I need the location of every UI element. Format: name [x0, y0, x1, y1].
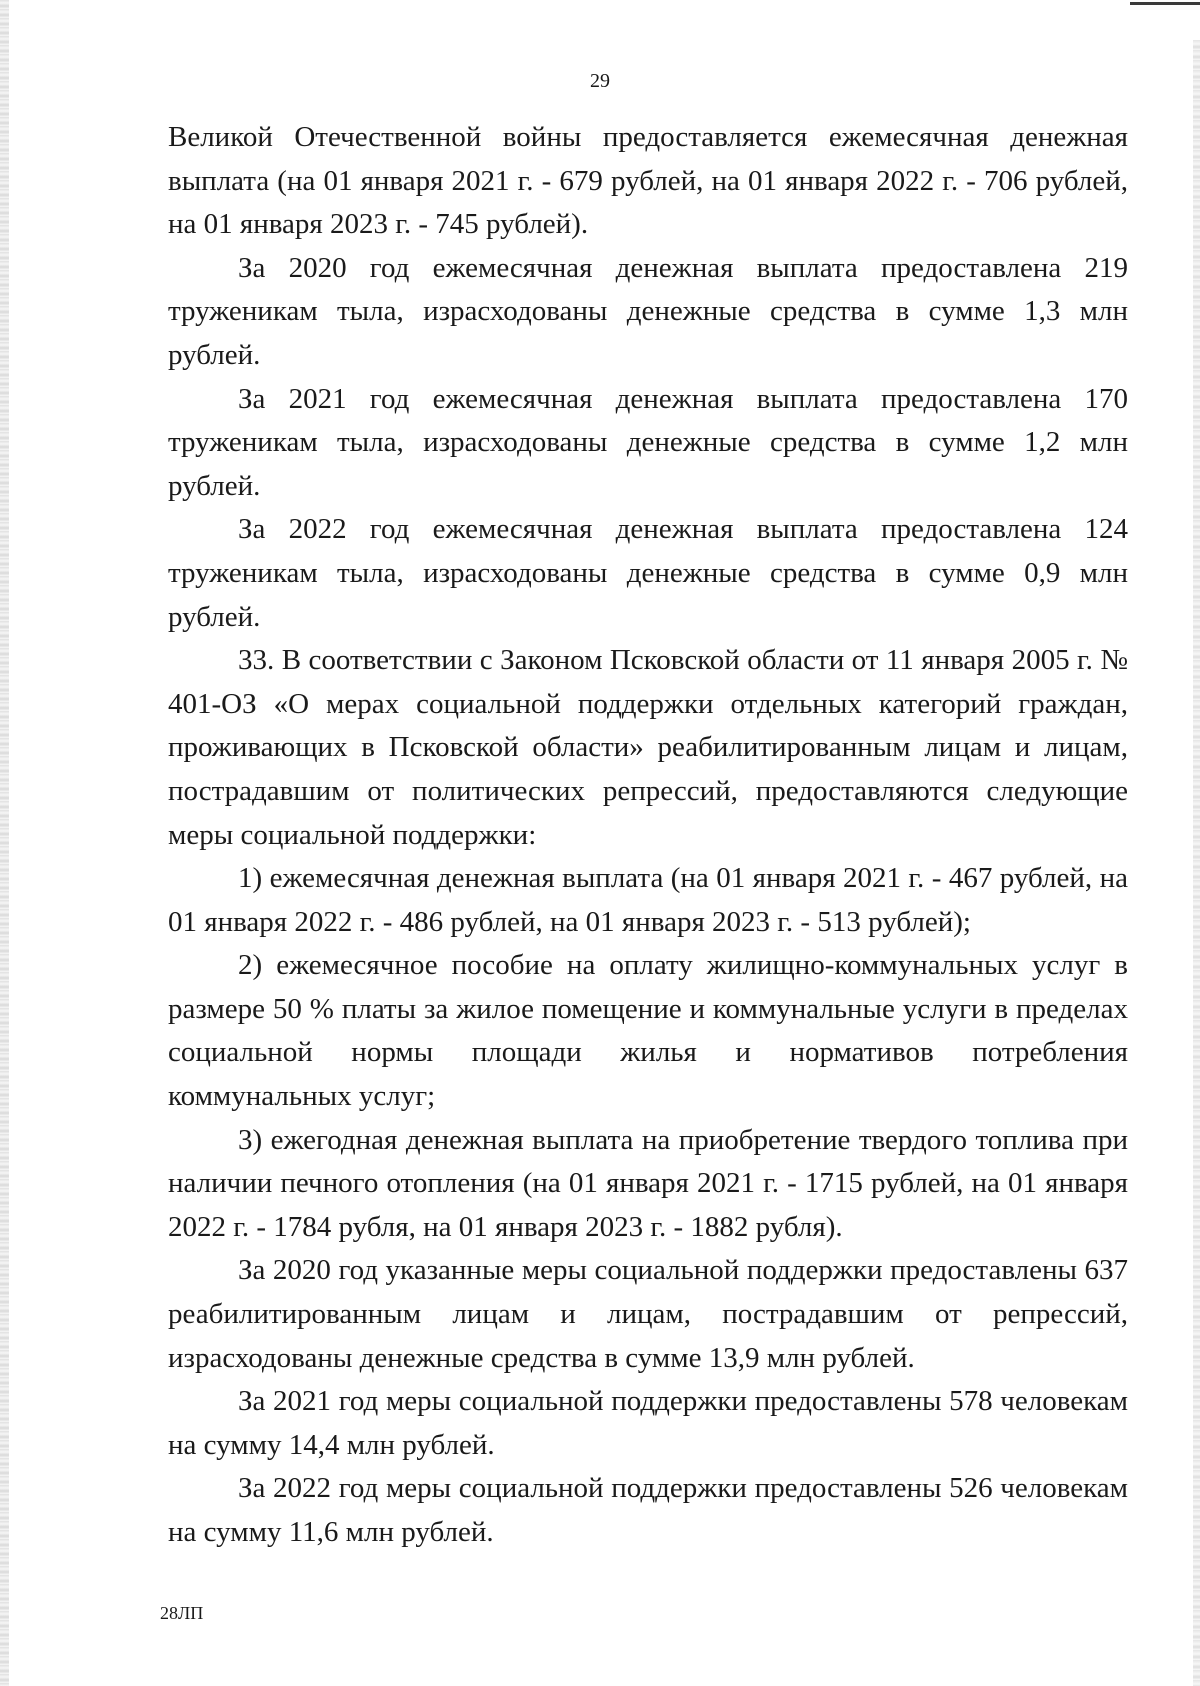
scan-right-edge [1193, 40, 1200, 1686]
list-item-3: 3) ежегодная денежная выплата на приобретение твердого топлива при наличии печного отопления (на 01 января 2021 г. - 1715 рублей, на 01 января 2022 г. - 1784 рубля, на 01 января 2023 г. - 1882 рубля). [168, 1123, 1128, 1243]
page-number: 29 [590, 70, 610, 92]
paragraph-2022-home-front: За 2022 год ежемесячная денежная выплата предоставлена 124 труженикам тыла, израсходованы денежные средства в сумме 0,9 млн рублей. [168, 513, 1128, 633]
footer-document-code: 28ЛП [160, 1603, 204, 1623]
paragraph-wwii-payment: Великой Отечественной войны предоставляется ежемесячная денежная выплата (на 01 января 2021 г. - 679 рублей, на 01 января 2022 г. - 706 рублей, на 01 января 2023 г. - 745 рублей). [168, 121, 1128, 241]
scan-left-edge [0, 0, 9, 1686]
paragraph-2021-home-front: За 2021 год ежемесячная денежная выплата предоставлена 170 труженикам тыла, израсходованы денежные средства в сумме 1,2 млн рублей. [168, 382, 1128, 502]
paragraph-2022-repressed: За 2022 год меры социальной поддержки предоставлены 526 человекам на сумму 11,6 млн рублей. [168, 1472, 1128, 1548]
paragraph-item-33: 33. В соответствии с Законом Псковской области от 11 января 2005 г. № 401-ОЗ «О мерах социальной поддержки отдельных категорий граждан, проживающих в Псковской области» реабилитированным лицам и лицам, пострадавшим от политических репрессий, предоставляются следующие меры социальной поддержки: [168, 644, 1128, 851]
paragraph-2021-repressed: За 2021 год меры социальной поддержки предоставлены 578 человекам на сумму 14,4 млн рублей. [168, 1385, 1128, 1461]
list-item-1: 1) ежемесячная денежная выплата (на 01 января 2021 г. - 467 рублей, на 01 января 2022 г. - 486 рублей, на 01 января 2023 г. - 513 рублей); [168, 862, 1128, 938]
scan-corner-mark [1130, 2, 1200, 5]
list-item-2: 2) ежемесячное пособие на оплату жилищно-коммунальных услуг в размере 50 % платы за жилое помещение и коммунальные услуги в пределах социальной нормы площади жилья и нормативов потребления коммунальных услуг; [168, 949, 1128, 1113]
document-body [168, 116, 1128, 1555]
paragraph-2020-home-front: За 2020 год ежемесячная денежная выплата предоставлена 219 труженикам тыла, израсходованы денежные средства в сумме 1,3 млн рублей. [168, 251, 1128, 371]
paragraph-2020-repressed: За 2020 год указанные меры социальной поддержки предоставлены 637 реабилитированным лицам и лицам, пострадавшим от репрессий, израсходованы денежные средства в сумме 13,9 млн рублей. [168, 1254, 1128, 1374]
